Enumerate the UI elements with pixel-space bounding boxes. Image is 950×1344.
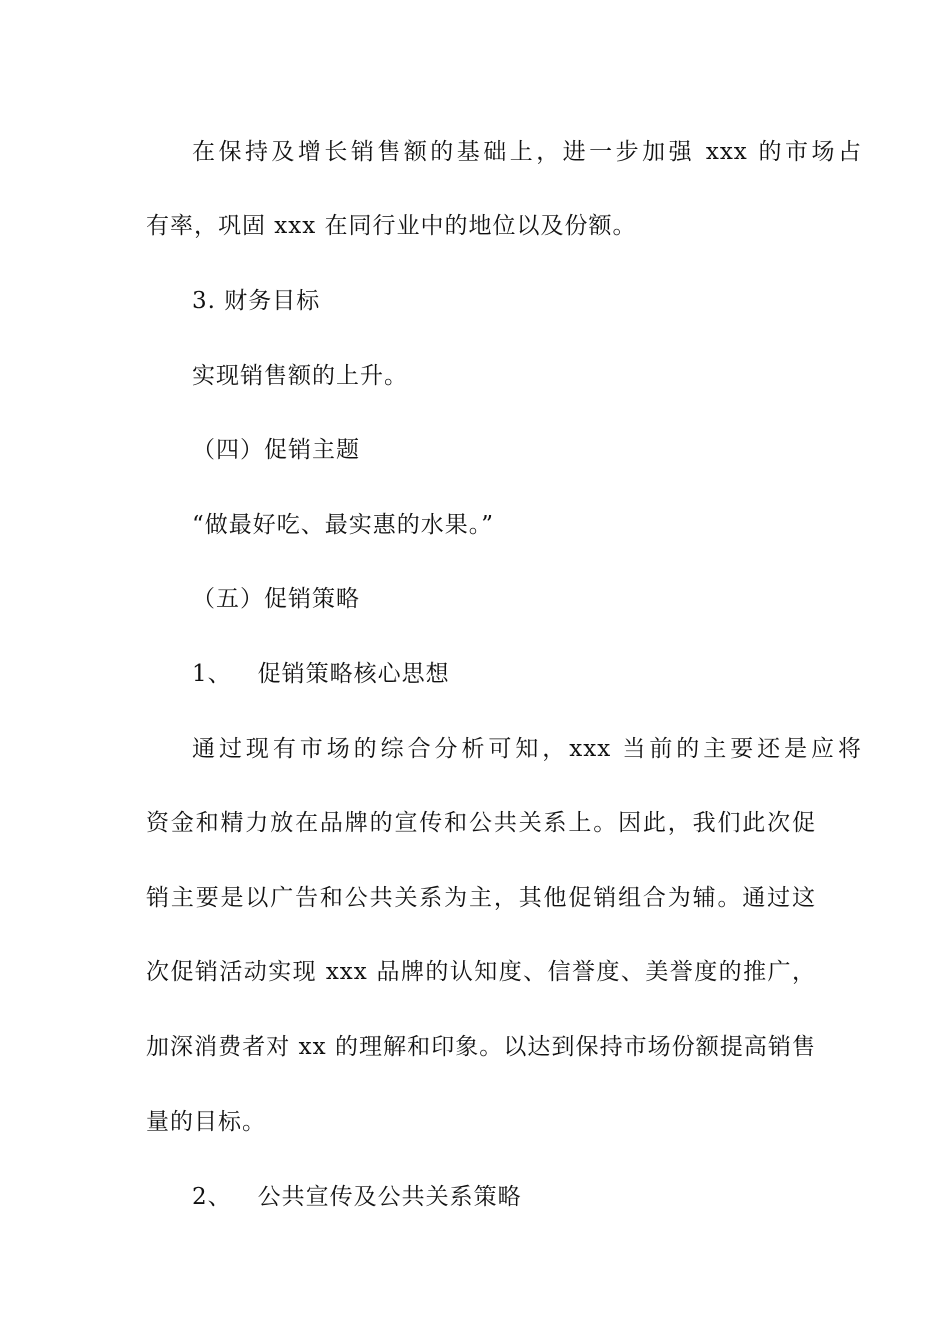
paragraph-core-idea-line-6: 量的目标。 [146, 1109, 266, 1135]
paragraph-market-share-line-1: 在保持及增长销售额的基础上，进一步加强 xxx 的市场占 [192, 139, 862, 165]
paragraph-core-idea-line-5: 加深消费者对 xx 的理解和印象。以达到保持市场份额提高销售 [146, 1034, 816, 1060]
paragraph-core-idea-line-1: 通过现有市场的综合分析可知，xxx 当前的主要还是应将 [192, 736, 862, 762]
heading-promotion-strategy: （五）促销策略 [192, 586, 360, 612]
heading-public-relations [192, 1181, 862, 1213]
paragraph-promotion-theme: “做最好吃、最实惠的水果。” [192, 512, 495, 538]
paragraph-market-share-line-2: 有率，巩固 xxx 在同行业中的地位以及份额。 [146, 213, 637, 239]
paragraph-finance-goal: 实现销售额的上升。 [192, 363, 408, 389]
heading-public-relations-text: 公共宣传及公共关系策略 [257, 1184, 522, 1210]
paragraph-core-idea-line-4: 次促销活动实现 xxx 品牌的认知度、信誉度、美誉度的推广， [146, 959, 816, 985]
heading-promotion-theme: （四）促销主题 [192, 437, 360, 463]
paragraph-core-idea-line-3: 销主要是以广告和公共关系为主，其他促销组合为辅。通过这 [146, 885, 816, 911]
heading-finance-goal: 3. 财务目标 [192, 288, 321, 314]
paragraph-core-idea-line-2: 资金和精力放在品牌的宣传和公共关系上。因此，我们此次促 [146, 810, 816, 836]
heading-core-idea-number: 1、 [192, 661, 232, 687]
heading-core-idea-text: 促销策略核心思想 [257, 661, 450, 687]
heading-public-relations-number: 2、 [192, 1184, 232, 1210]
heading-core-idea [192, 658, 862, 690]
